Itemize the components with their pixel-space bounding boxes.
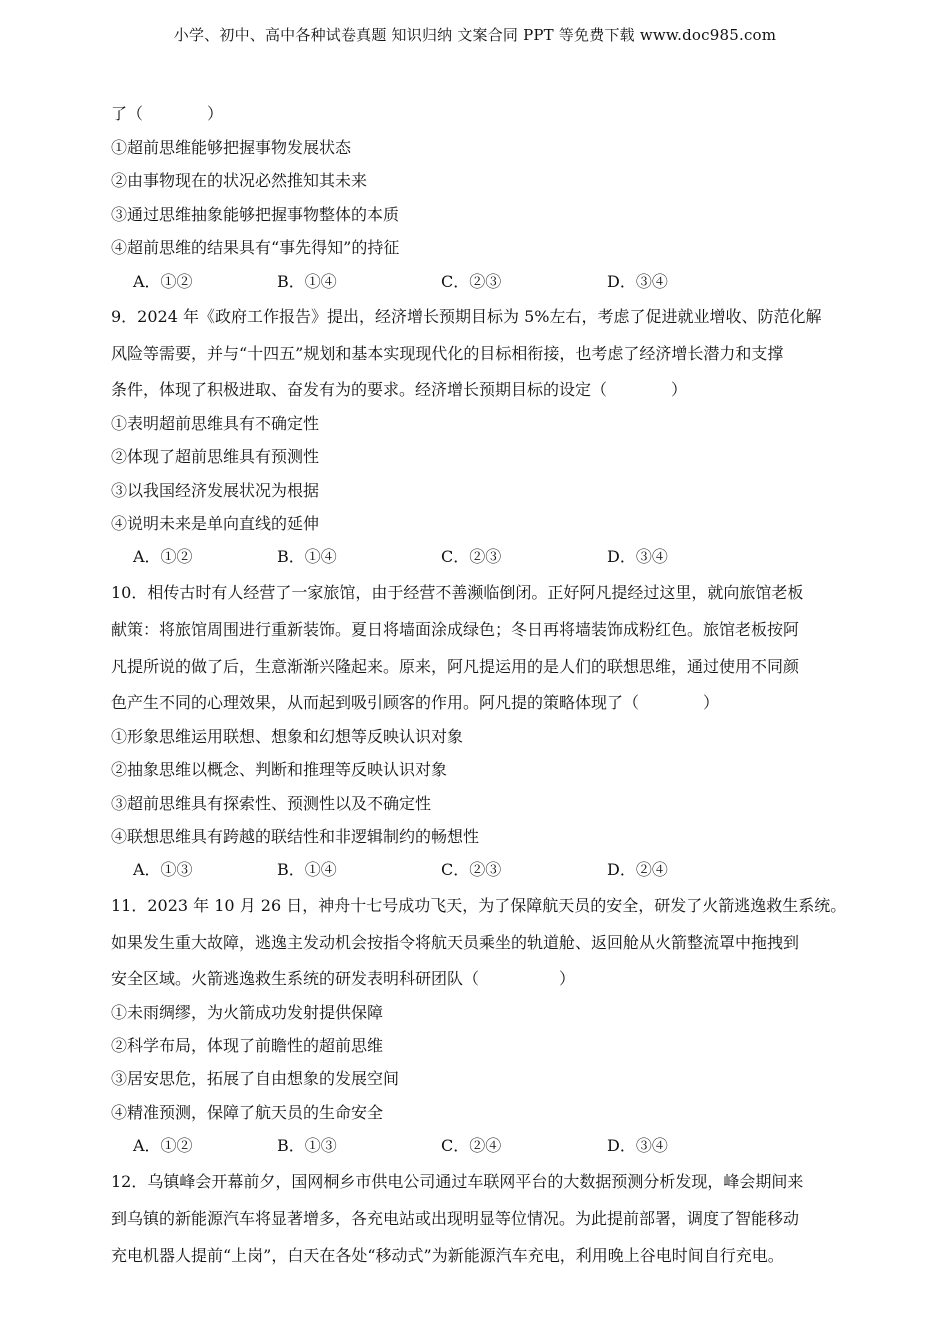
question-9-stem-line-2: 风险等需要，并与“十四五”规划和基本实现现代化的目标相衔接，也考虑了经济增长潜力和支撑 — [111, 344, 784, 364]
question-10-option-b: B．①④ — [277, 860, 337, 880]
question-11-stem-line-2: 如果发生重大故障，逃逸主发动机会按指令将航天员乘坐的轨道舱、返回舱从火箭整流罩中拖拽到 — [111, 933, 800, 953]
question-11 — [111, 887, 846, 1163]
question-9-stem-line-1: 9．2024 年《政府工作报告》提出，经济增长预期目标为 5%左右，考虑了促进就业增收、防范化解 — [111, 306, 822, 326]
question-10-item-3: ③超前思维具有探索性、预测性以及不确定性 — [111, 793, 432, 813]
question-10-option-a: A．①③ — [133, 860, 193, 880]
question-9-option-d: D．③④ — [607, 547, 668, 567]
question-11-options — [111, 1129, 846, 1162]
document-body — [111, 97, 846, 1275]
question-8-options — [111, 265, 846, 298]
question-9-item-3: ③以我国经济发展状况为根据 — [111, 480, 320, 500]
question-10-options — [111, 853, 846, 886]
question-11-option-a: A．①② — [133, 1136, 193, 1156]
page-header-banner: 小学、初中、高中各种试卷真题 知识归纳 文案合同 PPT 等免费下载 www.doc985.com — [173, 26, 777, 44]
question-9-options — [111, 540, 846, 573]
question-10-stem-line-1: 10．相传古时有人经营了一家旅馆，由于经营不善濒临倒闭。正好阿凡提经过这里，就向旅馆老板 — [111, 582, 804, 602]
question-12-stem-line-3: 充电机器人提前“上岗”，白天在各处“移动式”为新能源汽车充电，利用晚上谷电时间自行充电。 — [111, 1246, 784, 1266]
question-10-option-c: C．②③ — [441, 860, 502, 880]
question-10-stem-line-3: 凡提所说的做了后，生意渐渐兴隆起来。原来，阿凡提运用的是人们的联想思维，通过使用不同颜 — [111, 657, 800, 677]
question-8-option-a: A．①② — [133, 271, 193, 291]
question-9-item-1: ①表明超前思维具有不确定性 — [111, 413, 320, 433]
question-10-stem-line-4: 色产生不同的心理效果，从而起到吸引顾客的作用。阿凡提的策略体现了（ ） — [111, 692, 720, 712]
question-9 — [111, 298, 846, 574]
question-9-option-a: A．①② — [133, 547, 193, 567]
question-11-item-4: ④精准预测，保障了航天员的生命安全 — [111, 1102, 384, 1122]
question-12-stem-line-1: 12．乌镇峰会开幕前夕，国网桐乡市供电公司通过车联网平台的大数据预测分析发现，峰会期间来 — [111, 1171, 804, 1191]
question-8-option-c: C．②③ — [441, 271, 502, 291]
question-11-item-2: ②科学布局，体现了前瞻性的超前思维 — [111, 1035, 384, 1055]
question-11-option-d: D．③④ — [607, 1136, 668, 1156]
question-9-option-c: C．②③ — [441, 547, 502, 567]
question-10-item-2: ②抽象思维以概念、判断和推理等反映认识对象 — [111, 760, 448, 780]
question-8-option-b: B．①④ — [277, 271, 337, 291]
question-8-item-3: ③通过思维抽象能够把握事物整体的本质 — [111, 204, 400, 224]
question-10-stem-line-2: 献策：将旅馆周围进行重新装饰。夏日将墙面涂成绿色；冬日再将墙装饰成粉红色。旅馆老板按阿 — [111, 620, 800, 640]
question-10 — [111, 574, 846, 887]
question-8-item-4: ④超前思维的结果具有“事先得知”的持征 — [111, 238, 400, 258]
question-11-item-1: ①未雨绸缪，为火箭成功发射提供保障 — [111, 1002, 384, 1022]
question-11-option-c: C．②④ — [441, 1136, 502, 1156]
question-9-item-2: ②体现了超前思维具有预测性 — [111, 447, 320, 467]
question-10-item-4: ④联想思维具有跨越的联结性和非逻辑制约的畅想性 — [111, 827, 480, 847]
question-9-option-b: B．①④ — [277, 547, 337, 567]
question-8 — [111, 97, 846, 298]
question-9-stem-line-3: 条件，体现了积极进取、奋发有为的要求。经济增长预期目标的设定（ ） — [111, 379, 688, 399]
question-10-option-d: D．②④ — [607, 860, 668, 880]
question-8-item-1: ①超前思维能够把握事物发展状态 — [111, 138, 352, 157]
question-11-item-3: ③居安思危，拓展了自由想象的发展空间 — [111, 1069, 400, 1089]
question-11-option-b: B．①③ — [277, 1136, 337, 1156]
question-10-item-1: ①形象思维运用联想、想象和幻想等反映认识对象 — [111, 726, 464, 746]
question-12-stem-line-2: 到乌镇的新能源汽车将显著增多，各充电站或出现明显等位情况。为此提前部署，调度了智能移动 — [111, 1208, 800, 1228]
question-8-item-2: ②由事物现在的状况必然推知其未来 — [111, 171, 368, 191]
question-11-stem-line-1: 11．2023 年 10 月 26 日，神舟十七号成功飞天，为了保障航天员的安全，研发了火箭逃逸救生系统。 — [111, 895, 847, 915]
question-12 — [111, 1163, 846, 1275]
question-9-item-4: ④说明未来是单向直线的延伸 — [111, 513, 320, 533]
question-11-stem-line-3: 安全区域。火箭逃逸救生系统的研发表明科研团队（ ） — [111, 968, 576, 988]
question-8-option-d: D．③④ — [607, 271, 668, 291]
question-8-stem-tail: 了（ ） — [111, 104, 224, 123]
